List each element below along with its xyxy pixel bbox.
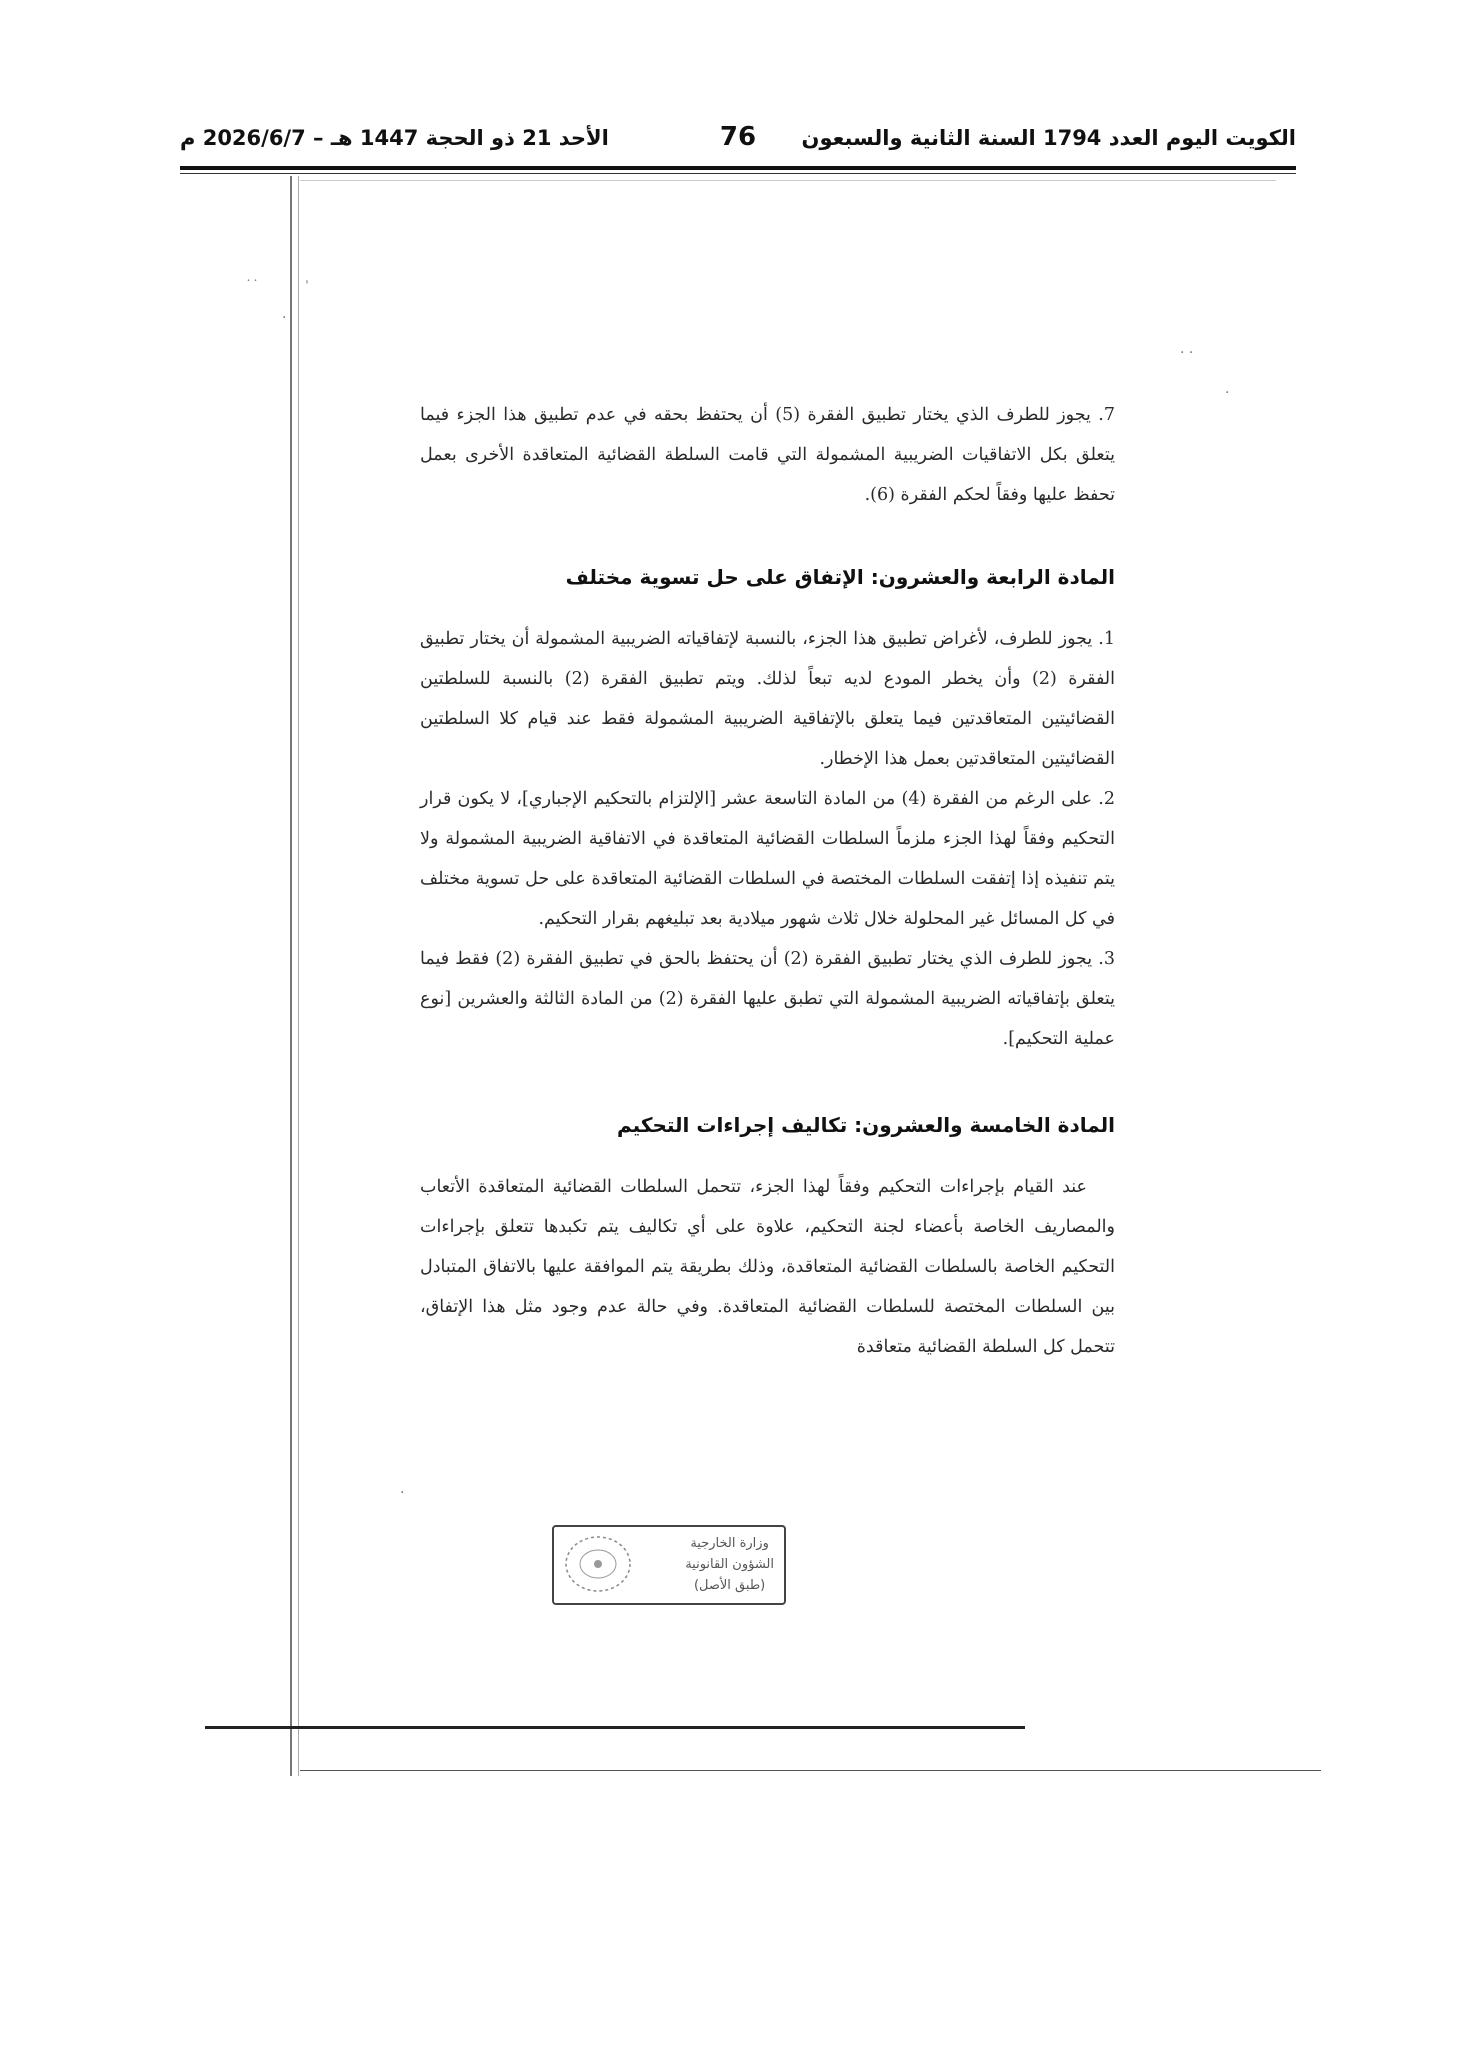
- scan-speck: ·: [1225, 385, 1230, 401]
- article-24-clause-3: 3. يجوز للطرف الذي يختار تطبيق الفقرة (2) أن يحتفظ بالحق في تطبيق الفقرة (2) فقط فيما يتعلق بإتفاقياته الضريبية المشمولة التي تطبق عليها الفقرة (2) من المادة الثالثة والعشرين [نوع عملية التحكيم].: [420, 949, 1115, 1049]
- stamp-line-ministry: وزارة الخارجية: [690, 1536, 769, 1551]
- header-rule-thick: [180, 166, 1296, 170]
- article-23-clause-7: 7. يجوز للطرف الذي يختار تطبيق الفقرة (5) أن يحتفظ بحقه في عدم تطبيق هذا الجزء فيما يتعلق بكل الاتفاقيات الضريبية المشمولة التي قامت السلطة القضائية المتعاقدة الأخرى بعمل تحفظ عليها وفقاً لحكم الفقرة (6).: [420, 405, 1115, 505]
- article-24-heading: المادة الرابعة والعشرون: الإتفاق على حل تسوية مختلف: [565, 565, 1115, 589]
- scan-speck: ·: [282, 310, 287, 326]
- header-rule-thin: [180, 173, 1296, 174]
- scan-bottom-edge: [300, 1770, 1321, 1771]
- scan-speck: ·: [400, 1485, 405, 1501]
- scan-bottom-rule: [205, 1726, 1025, 1729]
- article-25-paragraph: عند القيام بإجراءات التحكيم وفقاً لهذا الجزء، تتحمل السلطات القضائية المتعاقدة الأتعاب والمصاريف الخاصة بأعضاء لجنة التحكيم، علاوة على أي تكاليف يتم تكبدها تتعلق بإجراءات التحكيم الخاصة بالسلطات القضائية المتعاقدة، وذلك بطريقة يتم الموافقة عليها بالاتفاق المتبادل بين السلطات المختصة للسلطات القضائية المتعاقدة. وفي حالة عدم وجود مثل هذا الإتفاق، تتحمل كل السلطة القضائية متعاقدة: [420, 1177, 1115, 1357]
- certification-stamp: [552, 1525, 786, 1605]
- scan-top-edge: [300, 180, 1276, 181]
- scan-margin-line: [290, 176, 292, 1776]
- scan-speck: ˙˙: [245, 278, 259, 294]
- article-24-clause-1: 1. يجوز للطرف، لأغراض تطبيق هذا الجزء، بالنسبة لإتفاقياته الضريبية المشمولة أن يختار تطبيق الفقرة (2) وأن يخطر المودع لديه تبعاً لذلك. ويتم تطبيق الفقرة (2) بالنسبة للسلطتين القضائيتين المتعاقدتين فيما يتعلق بالإتفاقية الضريبية المشمولة فقط عند قيام كلا السلطتين القضائيتين المتعاقدتين بعمل هذا الإخطار.: [420, 629, 1115, 769]
- scan-speck: ˌ: [305, 270, 309, 286]
- document-body: [420, 395, 1115, 1367]
- stamp-line-dept: الشؤون القانونية: [685, 1557, 774, 1572]
- gazette-date: الأحد 21 ذو الحجة 1447 هـ – 2026/6/7 م: [180, 126, 609, 150]
- stamp-line-certified: (طبق الأصل): [693, 1578, 766, 1593]
- gazette-issue-info: الكويت اليوم العدد 1794 السنة الثانية والسبعون: [801, 126, 1296, 150]
- page-number: 76: [719, 122, 757, 152]
- scan-margin-line-inner: [298, 176, 299, 1776]
- article-25-heading: المادة الخامسة والعشرون: تكاليف إجراءات التحكيم: [616, 1113, 1115, 1137]
- gazette-header: [180, 118, 1296, 164]
- emblem-seal-icon: [562, 1533, 634, 1595]
- article-24-clause-2: 2. على الرغم من الفقرة (4) من المادة التاسعة عشر [الإلتزام بالتحكيم الإجباري]، لا يكون قرار التحكيم وفقاً لهذا الجزء ملزماً السلطات القضائية المتعاقدة في الاتفاقية الضريبية المشمولة ولا يتم تنفيذه إذا إتفقت السلطات المختصة في السلطات القضائية المتعاقدة على حل تسوية مختلف في كل المسائل غير المحلولة خلال ثلاث شهور ميلادية بعد تبليغهم بقرار التحكيم.: [420, 789, 1115, 929]
- scan-speck: · ·: [1180, 345, 1194, 361]
